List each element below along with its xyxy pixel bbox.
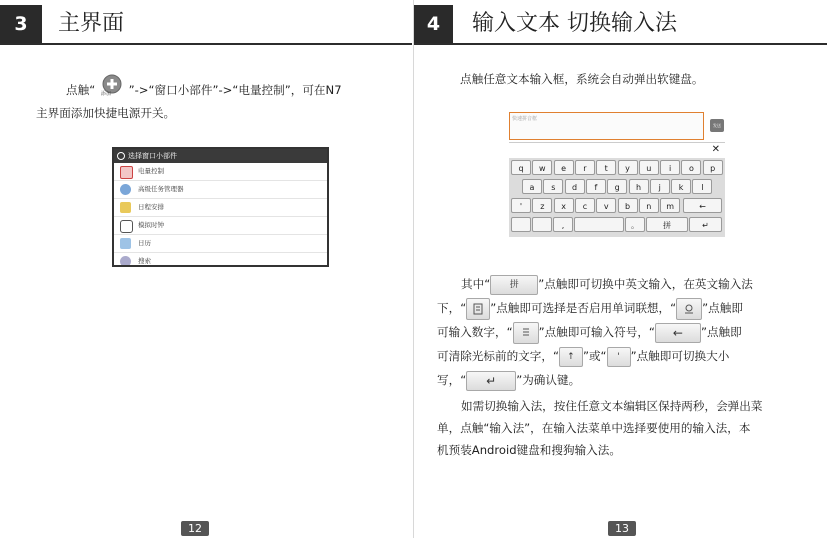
paragraph: 其中“ 拼 ”点触即可切换中英文输入，在英文输入法 下，“ ”点触即可选择是否启用单词联想，“ ”点触即 可输入数字，“ ”点触即可输入符号，“ ← ”点触即 可清除光标前的文字，“ ↑ ”或“ ' ”点触即可切换大小 写，“ ↵ ”为确认键。 [437, 272, 797, 392]
section-header [414, 5, 827, 45]
key[interactable]: w [532, 160, 552, 175]
key[interactable]: o [681, 160, 701, 175]
key[interactable]: x [554, 198, 574, 213]
key[interactable]: b [618, 198, 638, 213]
search-icon [120, 256, 131, 267]
symbol-key-icon [513, 322, 539, 344]
window-titlebar [114, 149, 327, 163]
word-predict-key-icon [466, 298, 490, 320]
key[interactable]: r [575, 160, 595, 175]
text: 点触“ [66, 83, 96, 97]
key[interactable]: ' [511, 198, 531, 213]
key[interactable]: t [596, 160, 616, 175]
page-number: 13 [608, 521, 636, 536]
task-manager-icon [120, 184, 131, 195]
paragraph: 如需切换输入法，按住任意文本编辑区保持两秒，会弹出菜 单，点触“输入法”，在输入法菜单中选择要使用的输入法，本 机预装Android键盘和搜狗输入法。 [437, 399, 763, 457]
section-title: 输入文本 切换输入法 [472, 11, 677, 36]
key[interactable]: l [692, 179, 712, 194]
text-input[interactable]: 快速拼音框 [509, 112, 704, 140]
comma-key[interactable]: , [553, 217, 573, 232]
text: ”->“窗口小部件”->“电量控制”，可在N7 [128, 83, 342, 97]
key[interactable]: f [586, 179, 606, 194]
date-icon [120, 238, 131, 249]
quote-key: ' [607, 347, 631, 367]
clock-icon [120, 220, 133, 233]
settings-key[interactable] [511, 217, 531, 232]
list-item[interactable]: 模拟时钟 [114, 217, 327, 235]
enter-key[interactable]: ↵ [689, 217, 722, 232]
key[interactable]: e [554, 160, 574, 175]
battery-icon [120, 166, 133, 179]
enter-key: ↵ [466, 371, 516, 391]
symbol-key[interactable] [532, 217, 552, 232]
key[interactable]: d [565, 179, 585, 194]
pinyin-key: 拼 [490, 275, 538, 295]
key[interactable]: g [607, 179, 627, 194]
key[interactable]: s [543, 179, 563, 194]
widget-icon [117, 152, 125, 160]
key[interactable]: y [618, 160, 638, 175]
backspace-key: ← [655, 323, 701, 343]
key[interactable]: j [650, 179, 670, 194]
key[interactable]: i [660, 160, 680, 175]
page-number: 12 [181, 521, 209, 536]
list-item[interactable]: 日程安排 [114, 199, 327, 217]
key[interactable]: k [671, 179, 691, 194]
key[interactable]: a [522, 179, 542, 194]
key-pad [509, 158, 725, 237]
add-icon [101, 76, 123, 98]
soft-keyboard [509, 112, 725, 237]
section-header [0, 5, 412, 45]
list-item[interactable]: 高级任务管理器 [114, 181, 327, 199]
key[interactable]: v [596, 198, 616, 213]
backspace-key[interactable]: ← [683, 198, 722, 213]
window-title: 选择窗口小部件 [128, 152, 177, 160]
section-number: 4 [414, 5, 453, 43]
calendar-icon [120, 202, 131, 213]
pinyin-key[interactable]: 拼 [646, 217, 688, 232]
left-page [0, 0, 412, 538]
key[interactable]: h [629, 179, 649, 194]
section-title: 主界面 [58, 11, 125, 36]
key[interactable]: n [639, 198, 659, 213]
space-key[interactable] [574, 217, 624, 232]
add-label: 添加 [100, 90, 111, 97]
close-icon[interactable]: ✕ [711, 144, 720, 155]
list-item[interactable]: 日历 [114, 235, 327, 253]
period-key[interactable]: 。 [625, 217, 645, 232]
widget-picker-window [112, 147, 329, 267]
shift-key: ↑ [559, 347, 583, 367]
send-button[interactable]: 发送 [710, 119, 724, 132]
list-item[interactable]: 电量控制 [114, 163, 327, 181]
key[interactable]: z [532, 198, 552, 213]
section-number: 3 [0, 5, 42, 43]
list-item[interactable]: 搜索 [114, 253, 327, 267]
candidate-bar [509, 142, 725, 157]
key[interactable]: m [660, 198, 680, 213]
text: 主界面添加快捷电源开关。 [36, 106, 176, 120]
key[interactable]: p [703, 160, 723, 175]
key[interactable]: u [639, 160, 659, 175]
number-key-icon [676, 298, 702, 320]
key[interactable]: q [511, 160, 531, 175]
key[interactable]: c [575, 198, 595, 213]
paragraph [36, 79, 400, 125]
paragraph: 点触任意文本输入框，系统会自动弹出软键盘。 [460, 72, 704, 86]
